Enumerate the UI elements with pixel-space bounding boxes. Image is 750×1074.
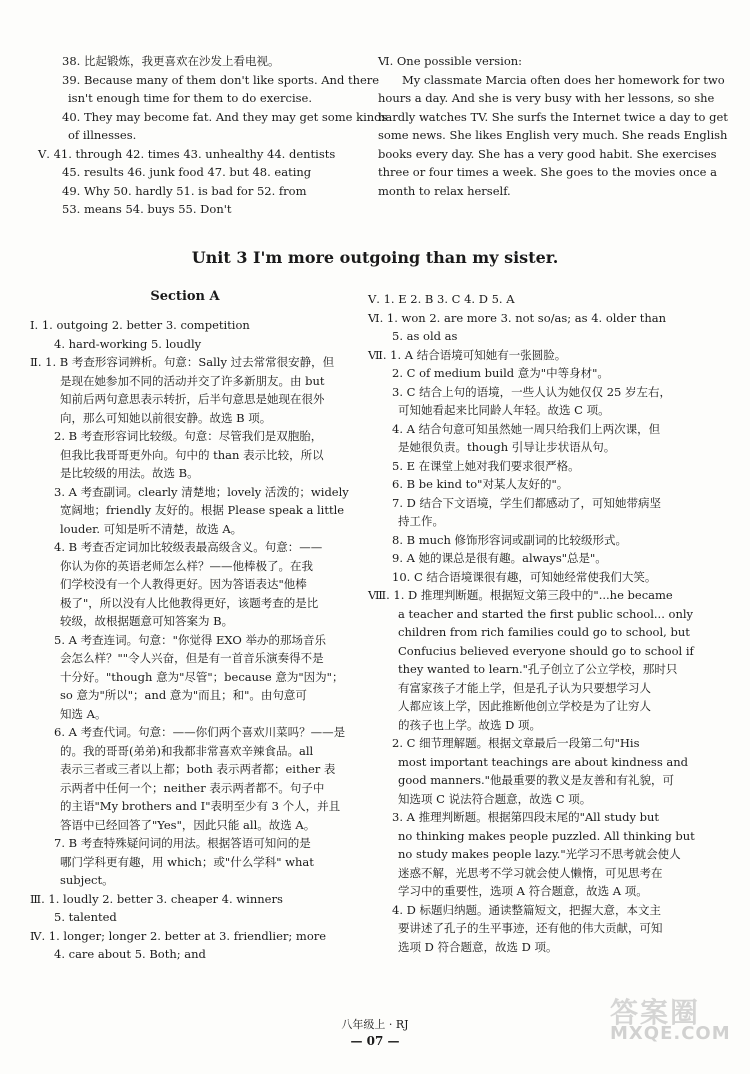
answer-line: 53. means 54. buys 55. Don't [62,202,232,216]
answer-line: hours a day. And she is very busy with her lessons, so she [378,91,715,105]
answer-line: 45. results 46. junk food 47. but 48. eating [62,165,312,179]
answer-line: 表示三者或三者以上都；both 表示两者都；either 表 [60,762,336,776]
answer-line: 选项 D 符合题意，故选 D 项。 [398,939,558,954]
answer-line: children from rich families could go to school, but [398,625,690,639]
answer-line: 40. They may become fat. And they may get some kinds [62,109,388,124]
answer-line: 的。我的哥哥(弟弟)和我都非常喜欢辛辣食品。all [60,743,314,758]
answer-line: 的孩子也上学。故选 D 项。 [398,717,542,732]
top-right-composition [378,52,728,200]
answer-line: most important teachings are about kindness and [398,754,689,769]
answer-line: 答语中已经回答了"Yes"，因此只能 all。故选 A。 [60,817,316,832]
answer-line: 宽阔地；friendly 友好的。根据 Please speak a little [60,503,345,517]
answer-line: 要讲述了孔子的生平事迹，还有他的伟大贡献，可知 [398,921,663,935]
answer-line: some news. She likes English very much. She reads English [378,128,728,142]
answer-line: 5. A 考查连词。句意："你觉得 EXO 举办的那场音乐 [54,632,326,647]
answer-line: three or four times a week. She goes to the movies once a [378,165,717,179]
answer-line: Ⅴ. 1. E 2. B 3. C 4. D 5. A [368,292,515,306]
answer-line: 49. Why 50. hardly 51. is bad for 52. from [62,183,307,198]
answer-line: Ⅷ. 1. D 推理判断题。根据短文第三段中的"...he became [368,588,673,602]
answer-line: 5. E 在课堂上她对我们要求很严格。 [392,458,580,473]
answer-line: Ⅶ. 1. A 结合语境可知她有一张圆脸。 [368,347,567,362]
answer-line: a teacher and started the first public school... only [398,606,694,621]
answer-line: books every day. She has a very good habit. She exercises [378,146,717,161]
answer-line: 是她很负责。though 引导让步状语从句。 [398,440,616,454]
answer-line: so 意为"所以"；and 意为"而且；和"。由句意可 [60,688,307,702]
answer-line: 知前后两句意思表示转折，后半句意思是她现在很外 [60,392,325,406]
answer-line: Ⅲ. 1. loudly 2. better 3. cheaper 4. winners [30,891,283,906]
answer-line: 极了"，所以没有人比他教得更好，该题考查的是比 [60,595,319,610]
answer-line: 38. 比起锻炼，我更喜欢在沙发上看电视。 [62,54,280,68]
answer-line: no study makes people lazy."光学习不思考就会使人 [398,847,681,861]
answer-line: of illnesses. [68,128,137,142]
answer-line: 是现在她参加不同的活动并交了许多新朋友。由 but [60,373,325,388]
watermark-text: 答案圈 [610,996,701,1029]
answer-line: 们学校没有一个人教得更好。因为答语表达"他棒 [60,577,307,591]
answer-line: Ⅳ. 1. longer; longer 2. better at 3. friendlier; more [30,928,327,943]
answer-line: 9. A 她的课总是很有趣。always"总是"。 [392,551,607,565]
answer-line: 4. B 考查否定词加比较级表最高级含义。句意：—— [54,540,323,554]
watermark-url: MXQE.COM [610,1022,731,1044]
answer-line: 的主语"My brothers and I"表明至少有 3 个人，并且 [60,799,341,813]
answer-line: they wanted to learn."孔子创立了公立学校，那时只 [398,662,678,676]
answer-line: hardly watches TV. She surfs the Internet twice a day to get [378,109,728,124]
answer-line: 迷惑不解，光思考不学习就会使人懒惰，可见思考在 [398,865,663,880]
answer-line: 4. A 结合句意可知虽然她一周只给我们上两次课，但 [392,421,661,436]
answer-line: 知选 A。 [60,706,107,721]
answer-line: Ⅵ. One possible version: [378,54,523,68]
grade-label: 八年级上 · RJ [341,1018,409,1031]
answer-line: 7. B 考查特殊疑问词的用法。根据答语可知问的是 [54,836,311,850]
answer-line: 5. as old as [392,329,458,343]
answer-line: 39. Because many of them don't like sports. And there [62,72,380,87]
answer-line: 3. C 结合上句的语境，一些人认为她仅仅 25 岁左右， [392,384,672,399]
answer-line: 6. B be kind to"对某人友好的"。 [392,477,569,491]
answer-line: Ⅵ. 1. won 2. are more 3. not so/as; as 4. older than [368,310,667,325]
right-answer-column [368,290,718,956]
answer-line: 会怎么样？""令人兴奋，但是有一首音乐演奏得不是 [60,651,324,665]
answer-line: good manners."他最重要的教义是友善和有礼貌，可 [398,773,674,787]
answer-line: 3. A 推理判断题。根据第四段末尾的"All study but [392,810,660,824]
answer-line: 10. C 结合语境课很有趣，可知她经常使我们大笑。 [392,569,657,584]
answer-line: 4. care about 5. Both; and [54,947,206,961]
answer-line: month to relax herself. [378,183,511,198]
answer-line: 向，那么可知她以前很安静。故选 B 项。 [60,410,272,425]
answer-line: 示两者中任何一个；neither 表示两者都不。句子中 [60,780,325,795]
answer-line: 4. hard-working 5. loudly [54,336,202,351]
answer-line: 3. A 考查副词。clearly 清楚地；lovely 活泼的；widely [54,484,349,499]
answer-line: 2. C 细节理解题。根据文章最后一段第二句"His [392,736,640,750]
answer-line: Confucius believed everyone should go to school if [398,643,694,658]
watermark-logo [610,996,740,1068]
answer-line: 知选项 C 说法符合题意，故选 C 项。 [398,791,592,806]
answer-line: Ⅱ. 1. B 考查形容词辨析。句意：Sally 过去常常很安静，但 [30,355,335,369]
answer-line: 6. A 考查代词。句意：——你们两个喜欢川菜吗？——是 [54,725,346,739]
answer-line: subject。 [60,873,114,887]
answer-line: 2. C of medium build 意为"中等身材"。 [392,366,609,380]
answer-line: 哪门学科更有趣，用 which；或"什么学科" what [60,854,314,869]
answer-line: 较级，故根据题意可知答案为 B。 [60,614,234,628]
top-left-answers [38,52,388,219]
left-answer-column [30,316,360,964]
answer-line: 2. B 考查形容词比较级。句意：尽管我们是双胞胎， [54,429,323,443]
answer-line: louder. 可知是听不清楚，故选 A。 [60,521,243,536]
page-number: — 07 — [350,1034,400,1048]
answer-line: 是比较级的用法。故选 B。 [60,466,199,480]
answer-line: 但我比我哥哥更外向。句中的 than 表示比较，所以 [60,447,324,462]
answer-line: 5. talented [54,910,117,924]
answer-line: 学习中的重要性，选项 A 符合题意，故选 A 项。 [398,884,648,898]
answer-line: 人都应该上学，因此推断他创立学校是为了让穷人 [398,699,651,713]
answer-line: 可知她看起来比同龄人年轻。故选 C 项。 [398,403,610,417]
answer-line: 4. D 标题归纳题。通读整篇短文，把握大意，本文主 [392,902,662,917]
answer-line: Ⅰ. 1. outgoing 2. better 3. competition [30,318,250,332]
answer-line: no thinking makes people puzzled. All thinking but [398,828,695,843]
answer-line: 8. B much 修饰形容词或副词的比较级形式。 [392,532,628,547]
answer-line: 十分好。"though 意为"尽管"；because 意为"因为"； [60,669,344,684]
answer-line: isn't enough time for them to do exercise. [68,91,312,105]
answer-line: 你认为你的英语老师怎么样？——他棒极了。在我 [60,558,313,573]
answer-line: 持工作。 [398,514,444,528]
answer-line: Ⅴ. 41. through 42. times 43. unhealthy 44. dentists [38,146,336,161]
answer-line: 有富家孩子才能上学，但是孔子认为只要想学习人 [398,680,651,695]
section-title: Section A [150,289,220,304]
answer-line: My classmate Marcia often does her homework for two [402,72,725,87]
answer-line: 7. D 结合下文语境，学生们都感动了，可知她带病坚 [392,495,662,510]
unit-title: Unit 3 I'm more outgoing than my sister. [191,248,559,267]
